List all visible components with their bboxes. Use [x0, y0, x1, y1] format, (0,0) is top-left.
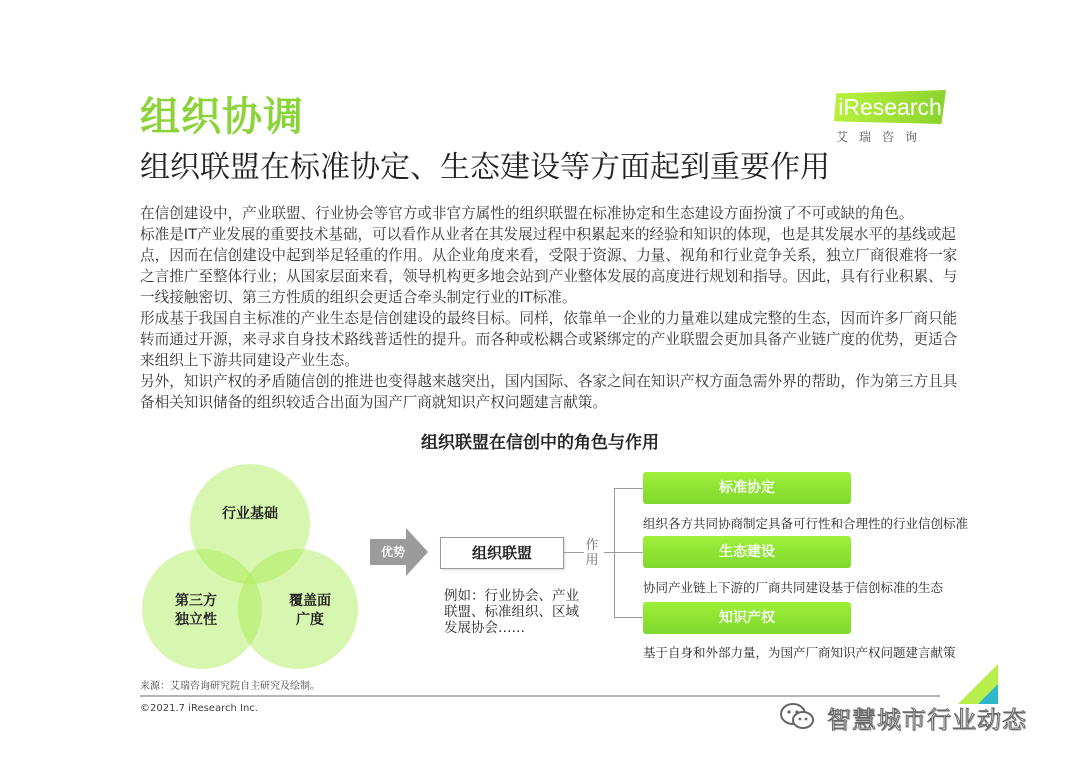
page-subtitle: 组织联盟在标准协定、生态建设等方面起到重要作用 [140, 150, 830, 185]
venn-label-left-line2: 独立性 [175, 612, 217, 628]
example-text: 例如：行业协会、产业联盟、标准组织、区域发展协会…… [444, 588, 579, 636]
wechat-icon [779, 702, 815, 732]
connector-bracket [614, 488, 615, 618]
venn-label-right-line2: 广度 [296, 612, 324, 628]
connector-line [614, 488, 643, 489]
connector-line [614, 552, 643, 553]
copyright: ©2021.7 iResearch Inc. [140, 703, 258, 714]
paragraph: 标准是IT产业发展的重要技术基础，可以看作从业者在其发展过程中积累起来的经验和知识的体现，也是其发展水平的基线或起点，因而在信创建设中起到举足轻重的作用。从企业角度来看，受限于资源、力量、视角和行业竞争关系，独立厂商很难将一家之言推广至整体行业；从国家层面来看，领导机构更多地会站到产业整体发展的高度进行规划和指导。因此，具有行业积累、与一线接触密切、第三方性质的组织会更适合牵头制定行业的IT标准。 [140, 226, 958, 306]
role-box-ecosystem: 生态建设 [643, 536, 851, 568]
venn-label-top: 行业基础 [222, 506, 278, 522]
connector-line [614, 617, 643, 618]
advantage-arrow [370, 528, 428, 576]
logo-text: iResearch [838, 94, 942, 120]
role-desc-standard: 组织各方共同协商制定具备可行性和合理性的行业信创标准 [643, 516, 969, 531]
role-box-ip: 知识产权 [643, 602, 851, 634]
corner-decoration [950, 658, 998, 704]
venn-label-right [270, 592, 350, 630]
role-word: 作用 [585, 538, 599, 568]
venn-circles [140, 462, 360, 672]
venn-label-right-line1: 覆盖面 [289, 593, 331, 609]
iresearch-logo [834, 90, 954, 150]
logo-chinese-name: 艾瑞咨询 [836, 130, 929, 144]
corner-triangle-icon [950, 658, 998, 704]
paragraph: 在信创建设中，产业联盟、行业协会等官方或非官方属性的组织联盟在标准协定和生态建设方面扮演了不可或缺的角色。 [140, 205, 914, 222]
page-title: 组织协调 [140, 94, 304, 140]
footer-divider [140, 695, 940, 697]
watermark-text: 智慧城市行业动态 [827, 705, 1027, 734]
body-text [140, 203, 970, 413]
venn-label-left [156, 592, 236, 630]
role-box-standard: 标准协定 [643, 472, 851, 504]
paragraph: 另外，知识产权的矛盾随信创的推进也变得越来越突出，国内国际、各家之间在知识产权方面急需外界的帮助，作为第三方且具备相关知识储备的组织较适合出面为国产厂商就知识产权问题建言献策。 [140, 373, 958, 411]
connector-line [604, 552, 614, 553]
role-desc-ip: 基于自身和外部力量，为国产厂商知识产权问题建言献策 [643, 645, 956, 660]
venn-label-left-line1: 第三方 [175, 593, 217, 609]
connector-line [564, 552, 584, 553]
arrow-label: 优势 [380, 545, 405, 559]
watermark [779, 700, 1027, 734]
paragraph: 形成基于我国自主标准的产业生态是信创建设的最终目标。同样，依靠单一企业的力量难以建成完整的生态，因而许多厂商只能转而通过开源，来寻求自身技术路线普适性的提升。而各种或松耦合或紧绑定的产业联盟会更加具备产业链广度的优势，更适合来组织上下游共同建设产业生态。 [140, 310, 958, 369]
source-note: 来源：艾瑞咨询研究院自主研究及绘制。 [140, 681, 320, 692]
diagram-title: 组织联盟在信创中的角色与作用 [421, 433, 659, 453]
alliance-box: 组织联盟 [440, 537, 564, 569]
venn-diagram [140, 462, 360, 672]
role-desc-ecosystem: 协同产业链上下游的厂商共同建设基于信创标准的生态 [643, 580, 944, 595]
